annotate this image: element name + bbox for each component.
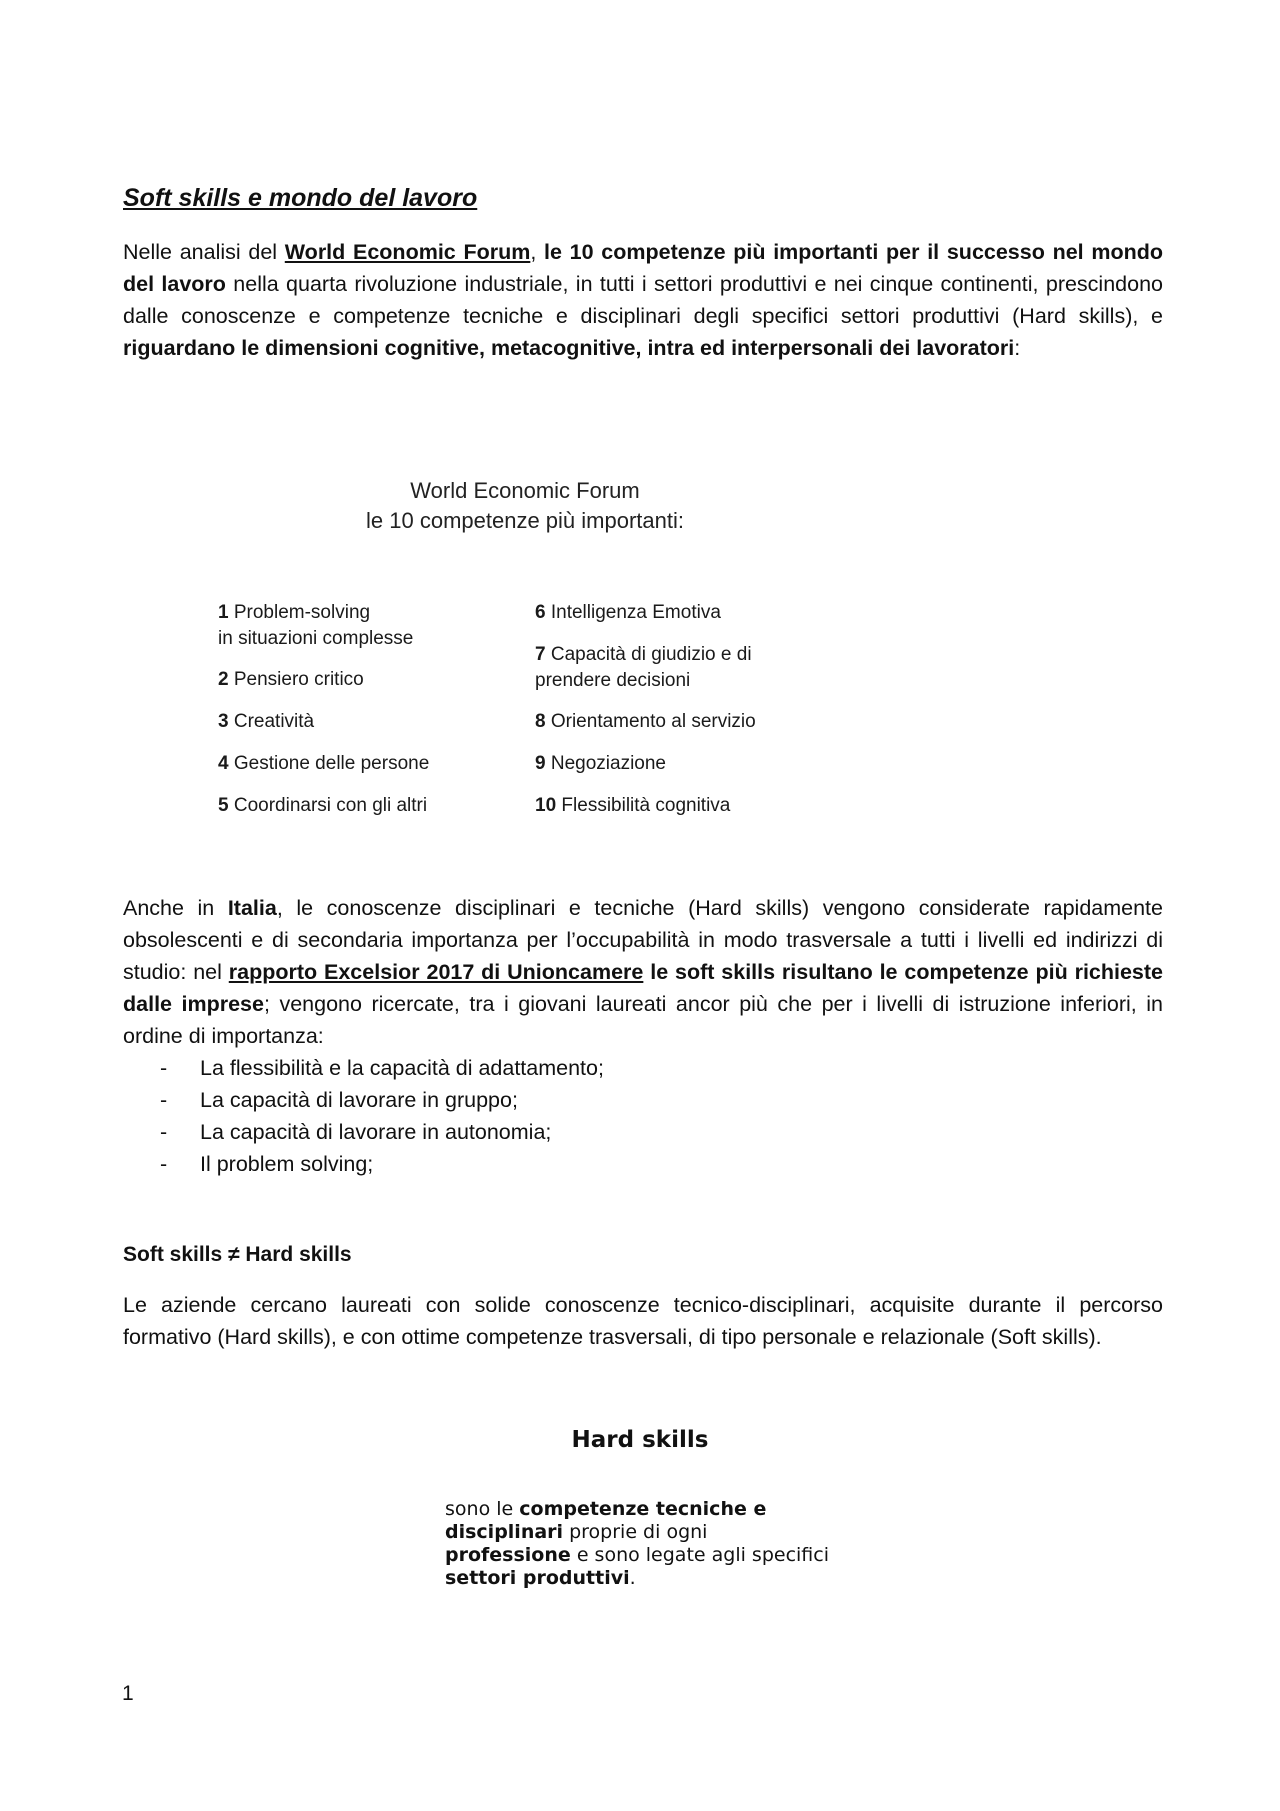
text-run: . [629, 1567, 636, 1589]
list-item [160, 1052, 604, 1084]
intro-paragraph [123, 236, 1163, 364]
item-number: 3 [218, 711, 229, 732]
item-label: Gestione delle persone [228, 753, 430, 774]
bold-run: settori produttivi [445, 1567, 630, 1589]
list-item [160, 1084, 604, 1116]
item-number: 9 [535, 753, 546, 774]
item-label: Flessibilità cognitiva [556, 795, 731, 816]
item-label: Negoziazione [545, 753, 666, 774]
dash-bullet: - [160, 1120, 168, 1144]
item-label: Intelligenza Emotiva [545, 602, 721, 623]
item-number: 7 [535, 644, 546, 665]
wef-item [218, 667, 364, 693]
text-run: Anche in [123, 896, 228, 920]
bold-run: riguardano le dimensioni cognitive, metacognitive, intra ed interpersonali dei lavoratori [123, 336, 1015, 360]
companies-paragraph: Le aziende cercano laureati con solide conoscenze tecnico-disciplinari, acquisite durante il percorso formativo (Hard skills), e con ottime competenze trasversali, di tipo personale e relazionale (Soft skills). [123, 1293, 1163, 1349]
bold-run: professione [445, 1544, 571, 1566]
text-run: e sono legate agli specifici [570, 1544, 829, 1566]
item-number: 4 [218, 753, 229, 774]
bold-run: Italia [227, 896, 277, 920]
item-label: Capacità di giudizio e di [545, 644, 752, 665]
text-run: , le conoscenze disciplinari e tecniche (Hard skills) vengono considerate rapidamente obsolescenti e di secondaria importanza per l’occupabilità in modo trasversale a tutti i livelli ed indirizzi di studio: nel [123, 896, 1163, 984]
wef-item [218, 600, 413, 652]
text-run: sono le [445, 1498, 520, 1520]
hard-skills-title: Hard skills [571, 1427, 709, 1453]
list-item-text: La capacità di lavorare in gruppo; [200, 1088, 518, 1112]
hard-skills-definition [445, 1498, 835, 1590]
list-item [160, 1148, 604, 1180]
bold-run: le 10 competenze più importanti per il successo nel mondo del lavoro [123, 240, 1163, 296]
wef-item [535, 642, 752, 694]
text-run: nella quarta rivoluzione industriale, in tutti i settori produttivi e nei cinque continenti, prescindono dalle conoscenze e competenze tecniche e disciplinari degli specifici settori produttivi (Hard skills), e [123, 272, 1163, 328]
page-title: Soft skills e mondo del lavoro [123, 184, 478, 212]
page-number: 1 [122, 1682, 134, 1705]
wef-item [535, 709, 756, 735]
wef-link[interactable]: World Economic Forum [284, 240, 531, 264]
list-item-text: La flessibilità e la capacità di adattamento; [200, 1056, 604, 1080]
dash-bullet: - [160, 1088, 168, 1112]
text-run: ; vengono ricercate, tra i giovani laureati ancor più che per i livelli di istruzione inferiori, in ordine di importanza: [123, 992, 1163, 1048]
bold-run: competenze tecniche e disciplinari [445, 1498, 767, 1543]
item-number: 2 [218, 669, 229, 690]
item-label: Pensiero critico [228, 669, 364, 690]
text-run: , [530, 240, 545, 264]
wef-item [218, 793, 427, 819]
item-number: 6 [535, 602, 546, 623]
item-number: 5 [218, 795, 229, 816]
item-label: Coordinarsi con gli altri [228, 795, 428, 816]
italy-paragraph [123, 892, 1163, 1052]
item-label: Problem-solving [228, 602, 371, 623]
text-run: Nelle analisi del [123, 240, 285, 264]
item-number: 10 [535, 795, 557, 816]
list-item-text: La capacità di lavorare in autonomia; [200, 1120, 552, 1144]
item-label-cont: prendere decisioni [535, 670, 691, 691]
text-run: : [1014, 336, 1021, 360]
wef-item [218, 751, 429, 777]
wef-item [218, 709, 314, 735]
bold-run: le soft skills risultano le competenze più richieste dalle imprese [123, 960, 1164, 1016]
item-number: 8 [535, 711, 546, 732]
skills-bullet-list [160, 1052, 604, 1180]
list-item-text: Il problem solving; [200, 1152, 374, 1176]
item-label: Orientamento al servizio [545, 711, 756, 732]
excelsior-link[interactable]: rapporto Excelsior 2017 di Unioncamere [228, 960, 644, 984]
wef-title-line-1: World Economic Forum [410, 478, 640, 503]
item-label-cont: in situazioni complesse [218, 628, 414, 649]
item-number: 1 [218, 602, 229, 623]
wef-item [535, 600, 721, 626]
wef-item [535, 793, 730, 819]
dash-bullet: - [160, 1152, 168, 1176]
dash-bullet: - [160, 1056, 168, 1080]
section-heading: Soft skills ≠ Hard skills [123, 1243, 352, 1266]
wef-figure-title [330, 476, 720, 536]
text-run: proprie di ogni [563, 1521, 708, 1543]
item-label: Creatività [228, 711, 315, 732]
wef-item [535, 751, 666, 777]
wef-title-line-2: le 10 competenze più importanti: [366, 508, 684, 533]
list-item [160, 1116, 604, 1148]
